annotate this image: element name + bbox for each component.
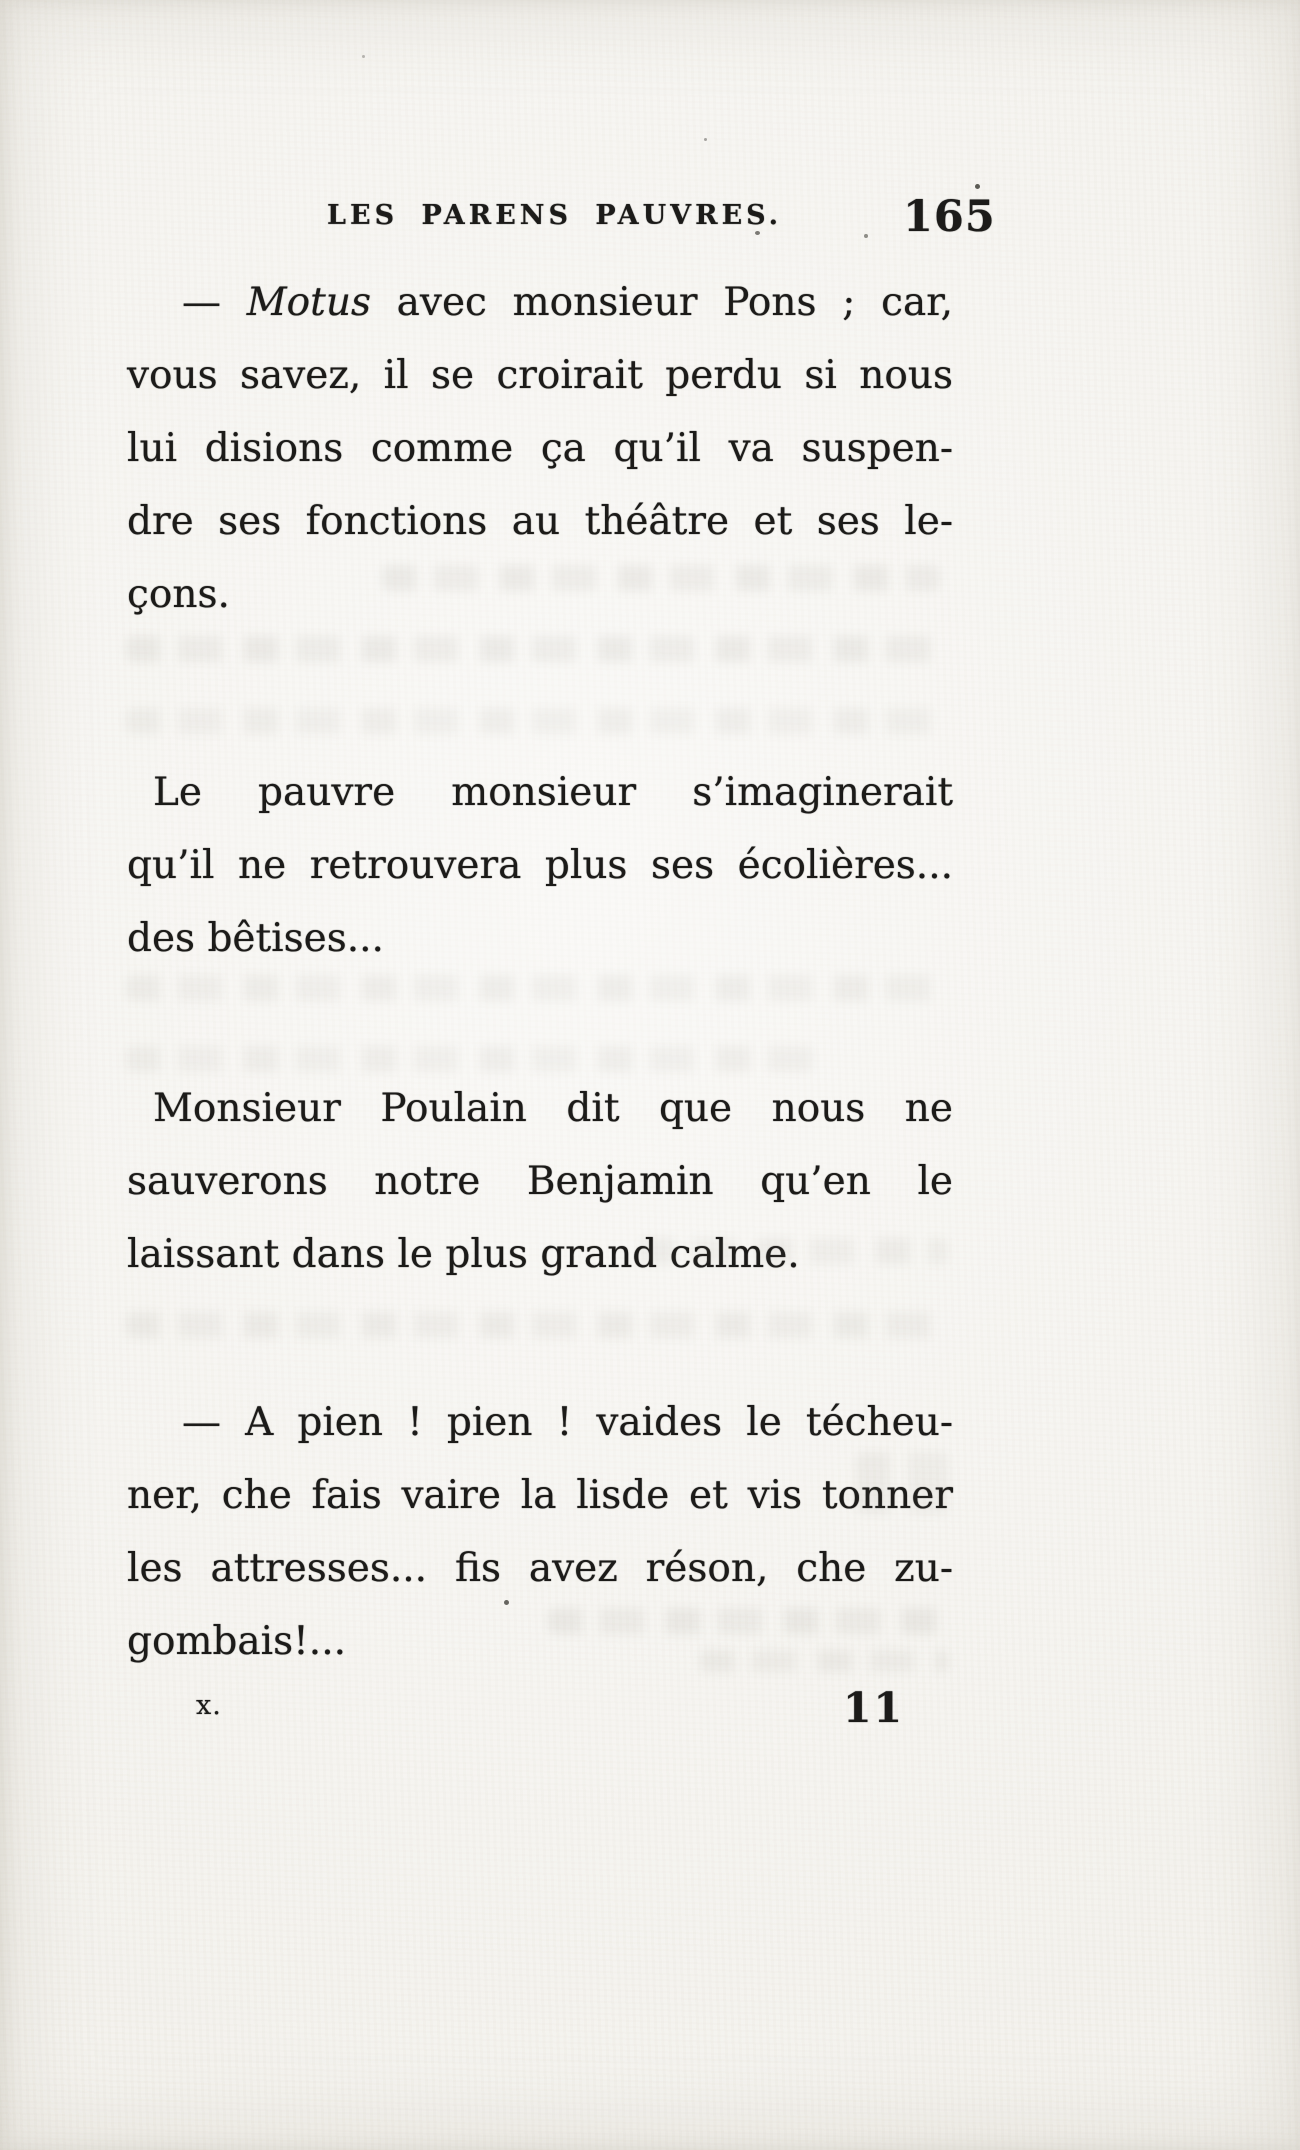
text-line [127, 266, 953, 339]
ink-speck [704, 138, 707, 141]
text-line: qu’il ne retrouvera plus ses écolières... [127, 843, 953, 888]
bleedthrough-smudge [126, 1046, 826, 1072]
sheet-number: 11 [843, 1684, 905, 1732]
text-line: — A pien ! pien ! vaides le técheu- [182, 1400, 953, 1445]
ink-speck [975, 184, 980, 189]
bleedthrough-smudge [126, 708, 946, 734]
italic-word: Motus [246, 280, 371, 325]
ink-speck [755, 231, 760, 235]
paragraph-4 [127, 1386, 953, 1678]
bleedthrough-smudge [856, 1452, 948, 1514]
text-line: ner, che fais vaire la lisde et vis tonner [127, 1473, 953, 1518]
signature-mark: x. [196, 1690, 222, 1721]
text-line: Le pauvre monsieur s’imaginerait [153, 770, 953, 815]
text-line: dre ses fonctions au théâtre et ses le- [127, 499, 953, 544]
bleedthrough-smudge [126, 636, 946, 662]
bleedthrough-smudge [126, 975, 946, 1001]
bleedthrough-smudge [126, 1312, 946, 1338]
bleedthrough-smudge [548, 1608, 948, 1634]
text-line: sauverons notre Benjamin qu’en le [127, 1159, 953, 1204]
text-line: des bêtises... [127, 916, 384, 961]
dialogue-dash: — [182, 280, 247, 325]
text-line: gombais!... [127, 1619, 346, 1664]
text-line: vous savez, il se croirait perdu si nous [127, 353, 953, 398]
bleedthrough-smudge [700, 1650, 948, 1672]
ink-speck [864, 234, 868, 238]
text-line: Monsieur Poulain dit que nous ne [153, 1086, 953, 1131]
ink-speck [504, 1600, 509, 1605]
paragraph-2 [127, 756, 953, 975]
ink-speck [362, 55, 365, 58]
text-line: lui disions comme ça qu’il va suspen- [127, 426, 953, 471]
text-line: les attresses... fis avez réson, che zu- [127, 1546, 953, 1591]
bleedthrough-smudge [640, 1238, 948, 1264]
running-title: LES PARENS PAUVRES. [327, 200, 783, 231]
page-number: 165 [903, 192, 996, 242]
bleedthrough-smudge [382, 565, 940, 591]
text-line: çons. [127, 572, 230, 617]
text-segment: avec monsieur Pons ; car, [370, 280, 953, 325]
text-line: laissant dans le plus grand calme. [127, 1232, 800, 1277]
